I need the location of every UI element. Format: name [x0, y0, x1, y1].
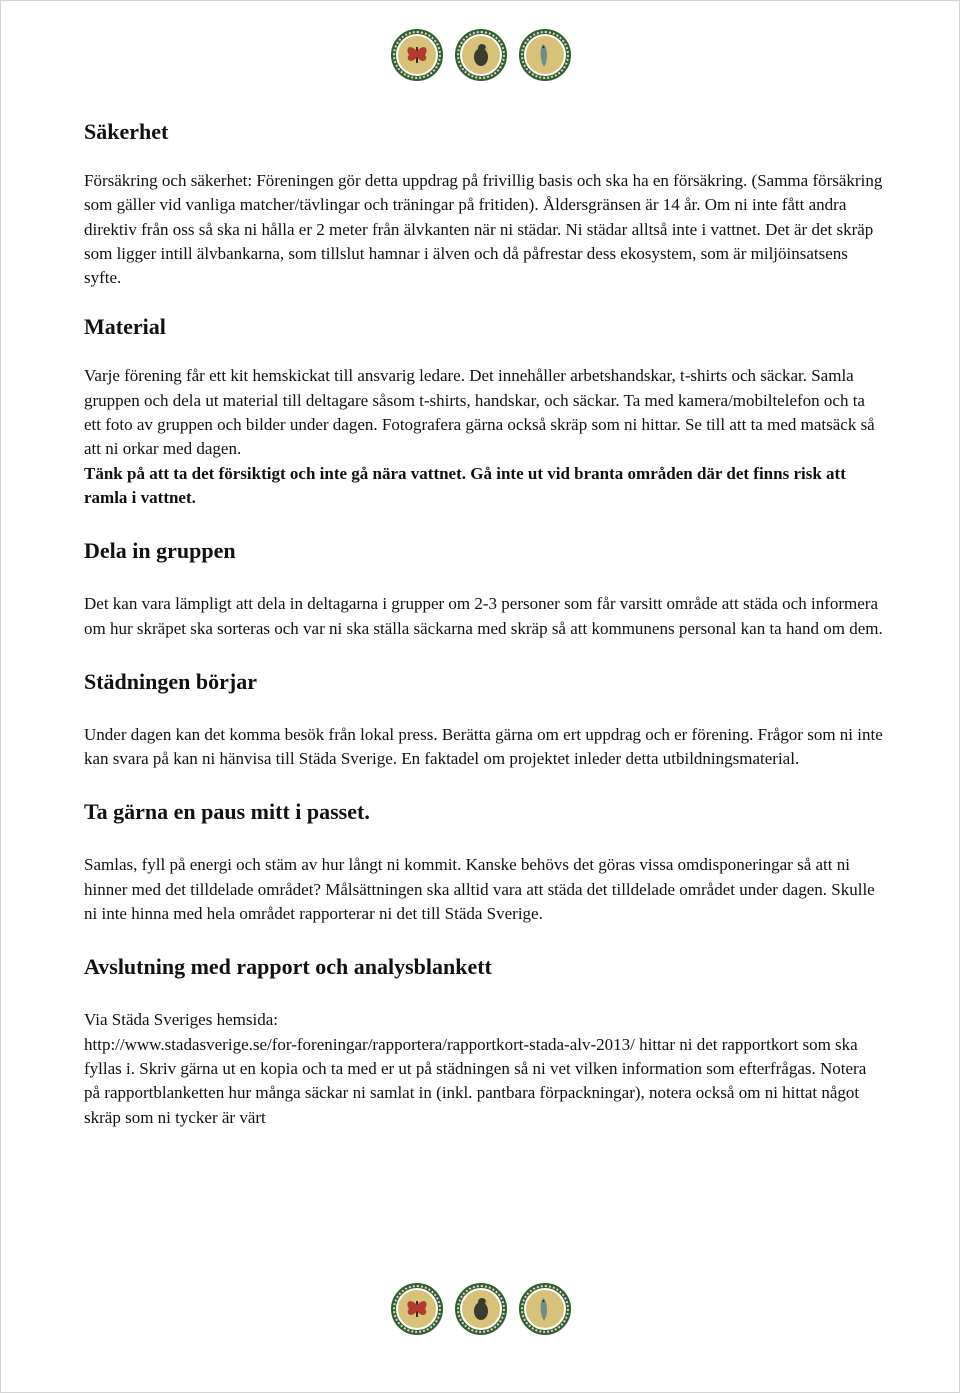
- heading-material: Material: [84, 314, 166, 340]
- paragraph-dela-in-gruppen: Det kan vara lämpligt att dela in deltagarna i grupper om 2-3 personer som får varsitt område att städa och informera om hur skräpet ska sorteras och var ni ska ställa säckarna med skräp så att kommunens personal kan ta hand om dem.: [84, 594, 883, 638]
- heading-dela-in-gruppen: Dela in gruppen: [84, 538, 236, 564]
- bird-seal-icon: [455, 1283, 507, 1335]
- paragraph-material: Varje förening får ett kit hemskickat till ansvarig ledare. Det innehåller arbetshandskar, t-shirts och säckar. Samla gruppen och dela ut material till deltagare såsom t-shirts, handskar, och säckar. Ta med kamera/mobiltelefon och ta ett foto av gruppen och bilder under dagen. Fotografera gärna också skräp som ni hittar. Se till att ta med matsäck så att ni orkar med dagen.: [84, 366, 875, 459]
- fish-seal-icon: [519, 29, 571, 81]
- paragraph-material-warning: Tänk på att ta det försiktigt och inte gå nära vattnet. Gå inte ut vid branta områden där det finns risk att ramla i vattnet.: [84, 463, 846, 507]
- paragraph-avslutning-intro: Via Städa Sveriges hemsida:: [84, 1010, 278, 1030]
- fish-seal-icon: [519, 1283, 571, 1335]
- footer-logos: [391, 1283, 571, 1339]
- paragraph-sakerhet: Försäkring och säkerhet: Föreningen gör detta uppdrag på frivillig basis och ska ha en försäkring. (Samma försäkring som gäller vid vanliga matcher/tävlingar och träningar på fritiden). Åldersgränsen är 14 år. Om ni inte fått andra direktiv från oss så ska ni hålla er 2 meter från älvkanten när ni städar. Ni städar alltså inte i vattnet. Det är det skräp som ligger intill älvbankarna, som tillslut hamnar i älven och då påfrestar dess ekosystem, som är miljöinsatsens syfte.: [84, 171, 883, 288]
- heading-paus: Ta gärna en paus mitt i passet.: [84, 799, 370, 825]
- heading-stadningen-borjar: Städningen börjar: [84, 668, 257, 694]
- butterfly-seal-icon: [391, 1283, 443, 1335]
- paragraph-stadningen-borjar: Under dagen kan det komma besök från lokal press. Berätta gärna om ert uppdrag och er förening. Frågor som ni inte kan svara på kan ni hänvisa till Städa Sverige. En faktadel om projektet inleder detta utbildningsmaterial.: [84, 724, 883, 769]
- bird-seal-icon: [455, 29, 507, 81]
- header-logos: [391, 29, 571, 85]
- heading-sakerhet: Säkerhet: [84, 119, 169, 144]
- paragraph-avslutning: http://www.stadasverige.se/for-foreningar/rapportera/rapportkort-stada-alv-2013/ hittar ni det rapportkort som ska fyllas i. Skriv gärna ut en kopia och ta med er ut på städningen så ni vet vilken information som efterfrågas. Notera på rapportblanketten hur många säckar ni samlat in (inkl. pantbara förpackningar), notera också om ni hittat något skräp som ni tycker är värt: [84, 1034, 867, 1127]
- paragraph-paus: Samlas, fyll på energi och stäm av hur långt ni kommit. Kanske behövs det göras vissa omdisponeringar så att ni hinner med det tilldelade området? Målsättningen ska alltid vara att städa det tilldelade området under dagen. Skulle ni inte hinna med hela området rapporterar ni det till Städa Sverige.: [84, 855, 875, 924]
- heading-avslutning: Avslutning med rapport och analysblankett: [84, 954, 492, 980]
- butterfly-seal-icon: [391, 29, 443, 81]
- document-content: [84, 117, 884, 1130]
